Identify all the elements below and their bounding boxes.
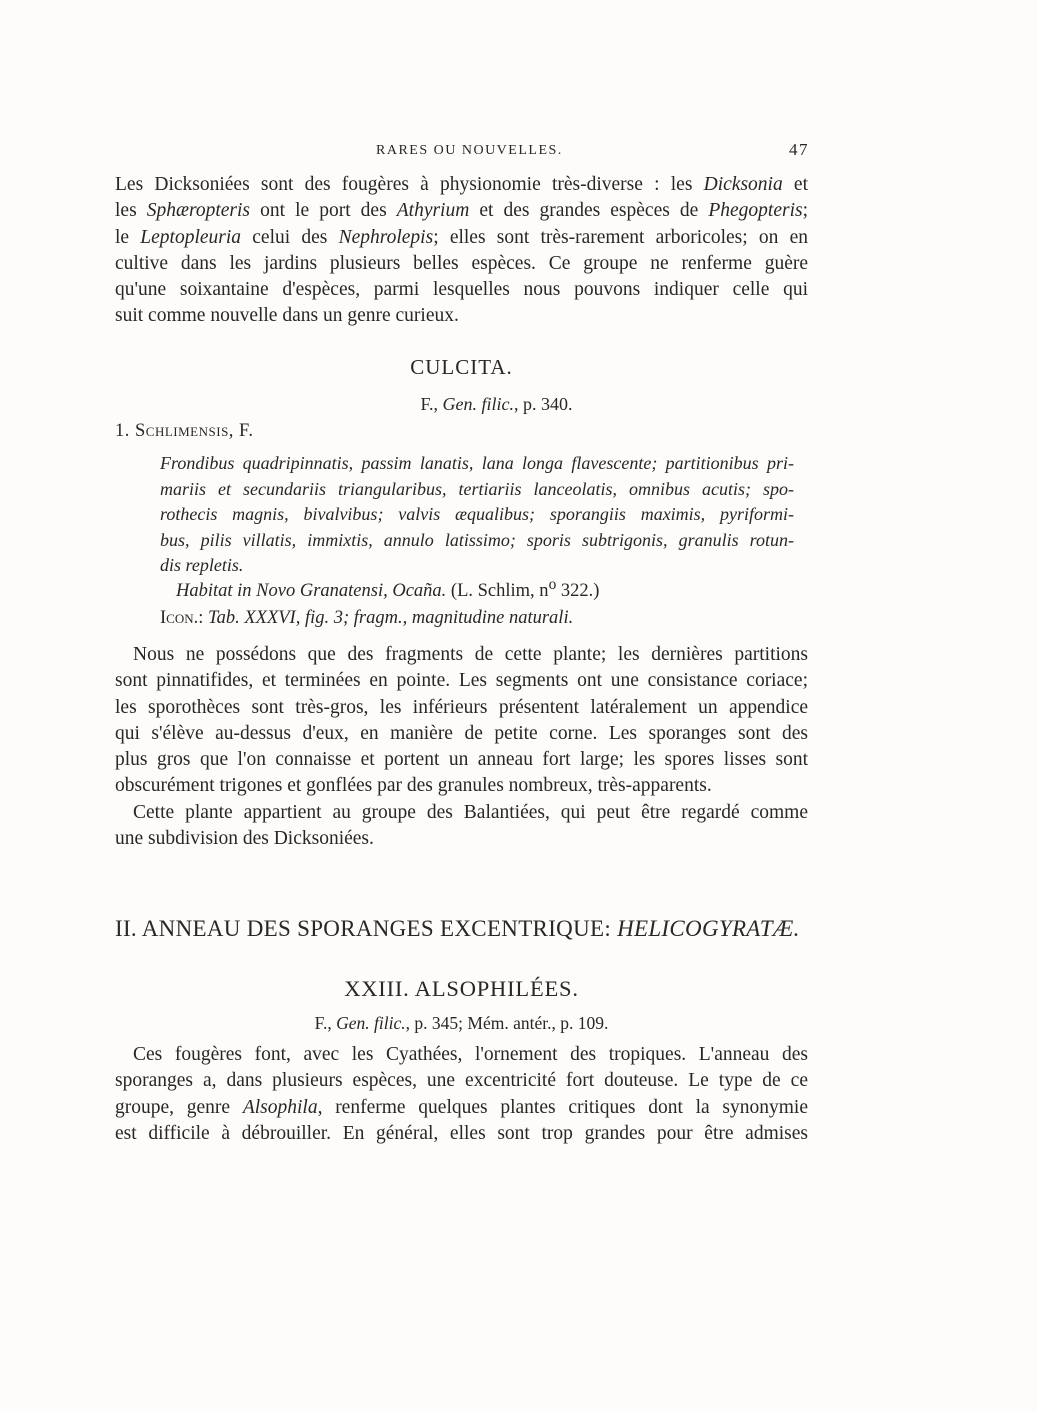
running-head-title: RARES OU NOUVELLES.: [376, 143, 563, 158]
icon-reference: [160, 608, 573, 629]
species-author: , F.: [228, 421, 254, 441]
diagnosis-line: rothecis magnis, bivalvibus; valvis æqualibus; sporangiis maximis, pyriformi-: [160, 504, 794, 524]
icon-label: Icon.: [160, 608, 199, 628]
habitat-line: Habitat in Novo Granatensi, Ocaña. (L. Schlim, $n^o$ 322.): [176, 576, 600, 602]
diagnosis-line: mariis et secundariis triangularibus, tertiariis lanceolatis, omnibus acutis; spo-: [160, 478, 794, 499]
text-line: qu'une soixantaine d'espèces, parmi lesquelles nous pouvons indiquer celle qui: [115, 279, 808, 301]
text-line: groupe, genre Alsophila, renferme quelques plantes critiques dont la synonymie: [115, 1096, 808, 1118]
text-line: cultive dans les jardins plusieurs belles espèces. Ce groupe ne renferme guère: [115, 252, 808, 274]
text-line: qui s'élève au-dessus d'eux, en manière de petite corne. Les sporanges sont des: [115, 722, 808, 744]
description-paragraph: [115, 642, 808, 800]
intro-paragraph: [115, 172, 808, 330]
final-paragraph: [115, 1042, 808, 1147]
icon-text: : Tab. XXXVI, fig. 3; fragm., magnitudine naturali.: [198, 608, 574, 628]
text-line: Cette plante appartient au groupe des Balantiées, qui peut être regardé comme: [133, 802, 808, 823]
genus-heading: CULCITA.: [410, 355, 513, 379]
relation-paragraph: [115, 800, 808, 853]
text-line: une subdivision des Dicksoniées.: [115, 828, 374, 850]
text-line: Nous ne possédons que des fragments de cette plante; les dernières partitions: [133, 644, 808, 665]
text-line: sont pinnatifides, et terminées en pointe. Les segments ont une consistance coriace;: [115, 670, 808, 692]
section-heading: II. ANNEAU DES SPORANGES EXCENTRIQUE: HELICOGYRATÆ.: [115, 916, 800, 941]
text-line: suit comme nouvelle dans un genre curieux.: [115, 305, 459, 327]
diagnosis-line: bus, pilis villatis, immixtis, annulo latissimo; sporis subtrigonis, granulis rotun-: [160, 529, 794, 550]
page-number: 47: [789, 140, 809, 159]
diagnosis-line: dis repletis.: [160, 555, 244, 575]
tribe-reference: F., Gen. filic., p. 345; Mém. antér., p. 109.: [314, 1013, 609, 1033]
text-line: Les Dicksoniées sont des fougères à physionomie très-diverse : les Dicksonia et: [115, 174, 809, 195]
text-line: les Sphæropteris ont le port des Athyrium et des grandes espèces de Phegopteris;: [115, 200, 808, 222]
text-line: le Leptopleuria celui des Nephrolepis; elles sont très-rarement arboricoles; on en: [115, 226, 809, 248]
latin-diagnosis: [160, 451, 794, 579]
text-line: est difficile à débrouiller. En général, elles sont trop grandes pour être admises: [115, 1122, 808, 1144]
genus-reference: F., Gen. filic., p. 340.: [420, 394, 573, 414]
tribe-heading: XXIII. ALSOPHILÉES.: [344, 976, 579, 1001]
species-heading: [115, 421, 253, 442]
text-line: Ces fougères font, avec les Cyathées, l'ornement des tropiques. L'anneau des: [133, 1044, 808, 1065]
diagnosis-line: Frondibus quadripinnatis, passim lanatis, lana longa flavescente; partitionibus pri-: [160, 453, 794, 473]
text-line: sporanges a, dans plusieurs espèces, une excentricité fort douteuse. Le type de ce: [115, 1070, 808, 1092]
text-line: plus gros que l'on connaisse et portent un anneau fort large; les spores lisses sont: [115, 749, 808, 771]
text-line: obscurément trigones et gonflées par des granules nombreux, très-apparents.: [115, 775, 712, 797]
species-number: 1.: [115, 421, 130, 441]
species-name: Schlimensis: [135, 421, 229, 441]
text-line: les sporothèces sont très-gros, les inférieurs présentent latéralement un appendice: [115, 696, 808, 718]
